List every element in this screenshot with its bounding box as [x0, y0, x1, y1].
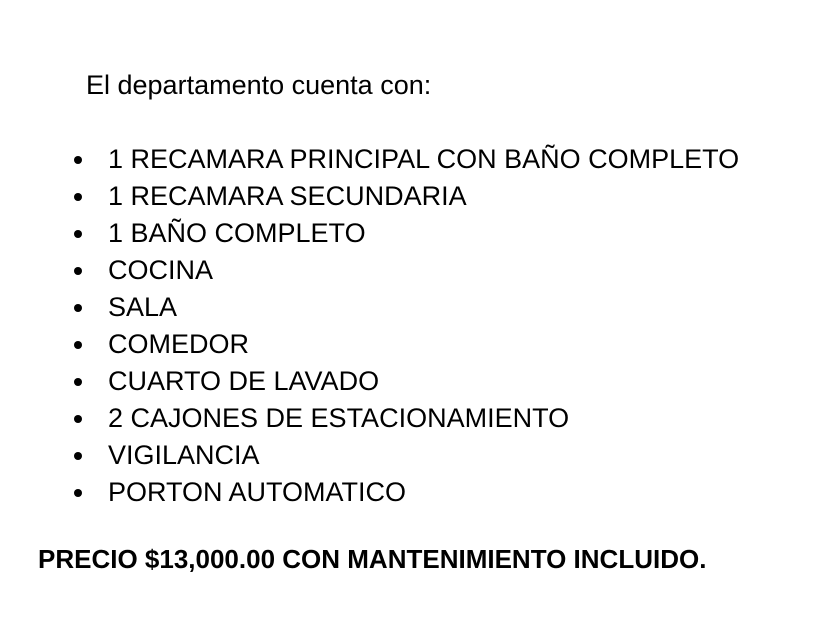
bullet-icon [74, 415, 82, 423]
feature-text: 2 CAJONES DE ESTACIONAMIENTO [108, 403, 570, 433]
feature-text: VIGILANCIA [108, 440, 260, 470]
feature-text: SALA [108, 292, 178, 322]
bullet-icon [74, 489, 82, 497]
feature-text: CUARTO DE LAVADO [108, 366, 380, 396]
feature-text: 1 RECAMARA SECUNDARIA [108, 181, 467, 211]
bullet-icon [74, 452, 82, 460]
feature-text: 1 RECAMARA PRINCIPAL CON BAÑO COMPLETO [108, 144, 740, 174]
bullet-icon [74, 304, 82, 312]
feature-text: COCINA [108, 255, 214, 285]
bullet-icon [74, 230, 82, 238]
bullet-icon [74, 193, 82, 201]
bullet-icon [74, 156, 82, 164]
feature-text: 1 BAÑO COMPLETO [108, 218, 366, 248]
bullet-icon [74, 267, 82, 275]
intro-heading: El departamento cuenta con: [86, 70, 432, 100]
price-statement: PRECIO $13,000.00 CON MANTENIMIENTO INCLUIDO. [38, 544, 707, 574]
bullet-icon [74, 378, 82, 386]
feature-text: COMEDOR [108, 329, 249, 359]
bullet-icon [74, 341, 82, 349]
feature-text: PORTON AUTOMATICO [108, 477, 407, 507]
